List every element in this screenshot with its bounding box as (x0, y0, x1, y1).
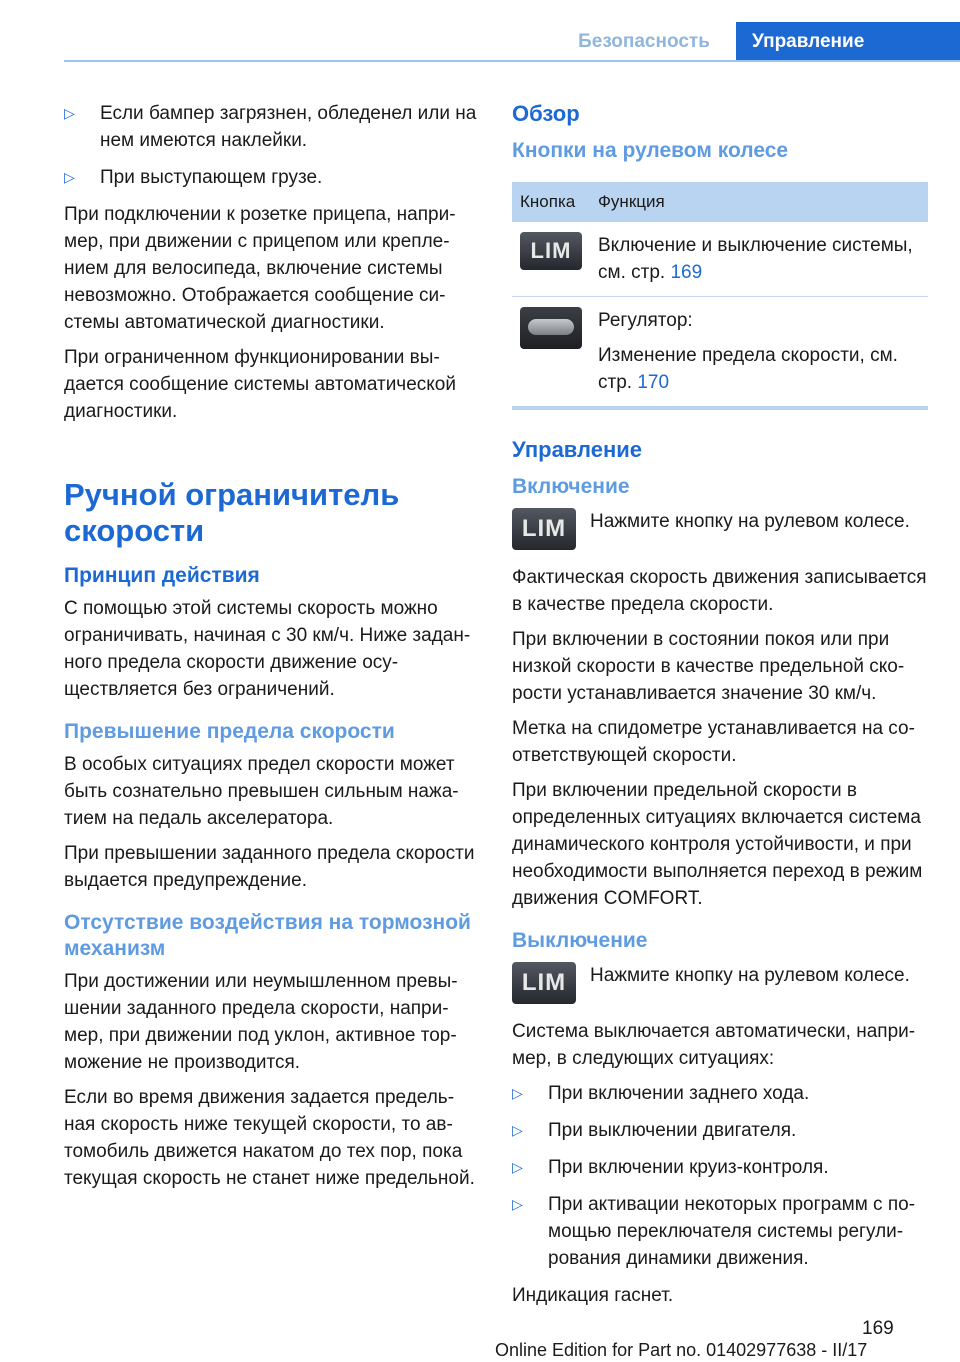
list-item-text: При включении круиз-контроля. (548, 1157, 829, 1178)
paragraph: При достижении или неумышленном превышении заданного предела скорости, например, при движении под уклон, активное торможение не производится. (64, 971, 458, 1073)
subsection-heading: Включение (512, 475, 630, 498)
bullet-triangle-icon: ▷ (64, 169, 75, 185)
table-cell-function (590, 222, 928, 297)
section-tab-control[interactable]: Управление (736, 22, 960, 62)
paragraph: При ограниченном функционировании выдается сообщение системы автоматической диагностики. (64, 347, 456, 422)
list-item (512, 1080, 928, 1107)
list-item-text: При включении заднего хода. (548, 1083, 810, 1104)
list-item-text: Если бампер загрязнен, обледенел или на нем имеются наклейки. (100, 103, 477, 151)
paragraph: При включении в состоянии покоя или при низкой скорости в качестве предельной скорости устанавливается значение 30 км/ч. (512, 629, 905, 704)
table-header-function: Функция (590, 182, 928, 222)
function-label: Регулятор: (598, 310, 693, 331)
bullet-triangle-icon: ▷ (512, 1085, 523, 1101)
paragraph: Система выключается автоматически, например, в следующих ситуациях: (512, 1021, 916, 1069)
table-row (512, 222, 928, 297)
paragraph: С помощью этой системы скорость можно ограничивать, начиная с 30 км/ч. Ниже заданного предела скорости движение осуществляется без ограничений. (64, 598, 471, 700)
footer-edition: Online Edition for Part no. 01402977638 - II/17 (495, 1340, 868, 1360)
function-text: Изменение предела скорости, см. стр. (598, 345, 898, 393)
table-row (512, 297, 928, 409)
list-item (512, 1191, 928, 1272)
lim-button-icon: LIM (512, 962, 576, 1004)
page-header (0, 0, 960, 62)
paragraph: Если во время движения задается предельная скорость ниже текущей скорости, то автомобиль движется накатом до тех пор, пока текущая скорость не станет ниже предельной. (64, 1087, 475, 1189)
list-item (512, 1117, 928, 1144)
subsection-heading: Отсутствие воздействия на тормозной механизм (64, 911, 471, 960)
table-header-row (512, 182, 928, 222)
function-text: Включение и выключение системы, см. стр. (598, 235, 913, 283)
section-heading: Обзор (512, 101, 580, 126)
subsection-heading: Кнопки на рулевом колесе (512, 139, 789, 162)
bullet-triangle-icon: ▷ (512, 1122, 523, 1138)
bullet-triangle-icon: ▷ (64, 105, 75, 121)
list-item (64, 164, 478, 191)
buttons-table (512, 182, 928, 410)
section-tab-safety[interactable]: Безопасность (578, 31, 710, 52)
right-column (512, 100, 928, 1317)
instruction-row (512, 508, 928, 550)
table-cell-function (590, 297, 928, 409)
table-cell-icon (512, 297, 590, 409)
paragraph: Метка на спидометре устанавливается на соответствующей скорости. (512, 718, 915, 766)
page-number: 169 (862, 1318, 894, 1339)
paragraph: При превышении заданного предела скорости выдается предупреждение. (64, 843, 475, 891)
list-item (512, 1154, 928, 1181)
section-heading: Управление (512, 437, 643, 462)
subsection-heading: Выключение (512, 929, 648, 952)
header-divider (64, 60, 960, 62)
list-item-text: При выступающем грузе. (100, 167, 323, 188)
lim-button-icon: LIM (512, 508, 576, 550)
paragraph: Индикация гаснет. (512, 1285, 674, 1306)
subsection-heading: Превышение предела скорости (64, 720, 395, 743)
chapter-title: Ручной ограничитель скорости (64, 477, 400, 548)
list-item (64, 100, 478, 154)
left-column (64, 100, 478, 1200)
paragraph: Фактическая скорость движения записывается в качестве предела скорости. (512, 567, 927, 615)
list-item-text: При выключении двигателя. (548, 1120, 797, 1141)
bullet-triangle-icon: ▷ (512, 1196, 523, 1212)
page-link[interactable]: 170 (637, 372, 670, 393)
paragraph: В особых ситуациях предел скорости может быть сознательно превышен сильным нажатием на педаль акселератора. (64, 754, 459, 829)
rocker-switch-icon (520, 307, 582, 349)
list-item-text: При активации некоторых программ с помощью переключателя системы регулирования динамики движения. (548, 1194, 916, 1269)
instruction-row (512, 962, 928, 1004)
table-cell-icon (512, 222, 590, 297)
instruction-text: Нажмите кнопку на рулевом колесе. (590, 511, 910, 532)
instruction-text: Нажмите кнопку на рулевом колесе. (590, 965, 910, 986)
section-heading: Принцип действия (64, 564, 260, 587)
table-header-button: Кнопка (512, 182, 590, 222)
paragraph: При подключении к розетке прицепа, например, при движении с прицепом или креплением для велосипеда, включение системы невозможно. Отображается сообщение системы автоматической диагностики. (64, 204, 456, 333)
bullet-triangle-icon: ▷ (512, 1159, 523, 1175)
lim-button-icon: LIM (520, 232, 582, 270)
page-link[interactable]: 169 (670, 262, 703, 283)
paragraph: При включении предельной скорости в определенных ситуациях включается система динамического контроля устойчивости, и при необходимости выполняется переход в режим движения COMFORT. (512, 780, 923, 909)
